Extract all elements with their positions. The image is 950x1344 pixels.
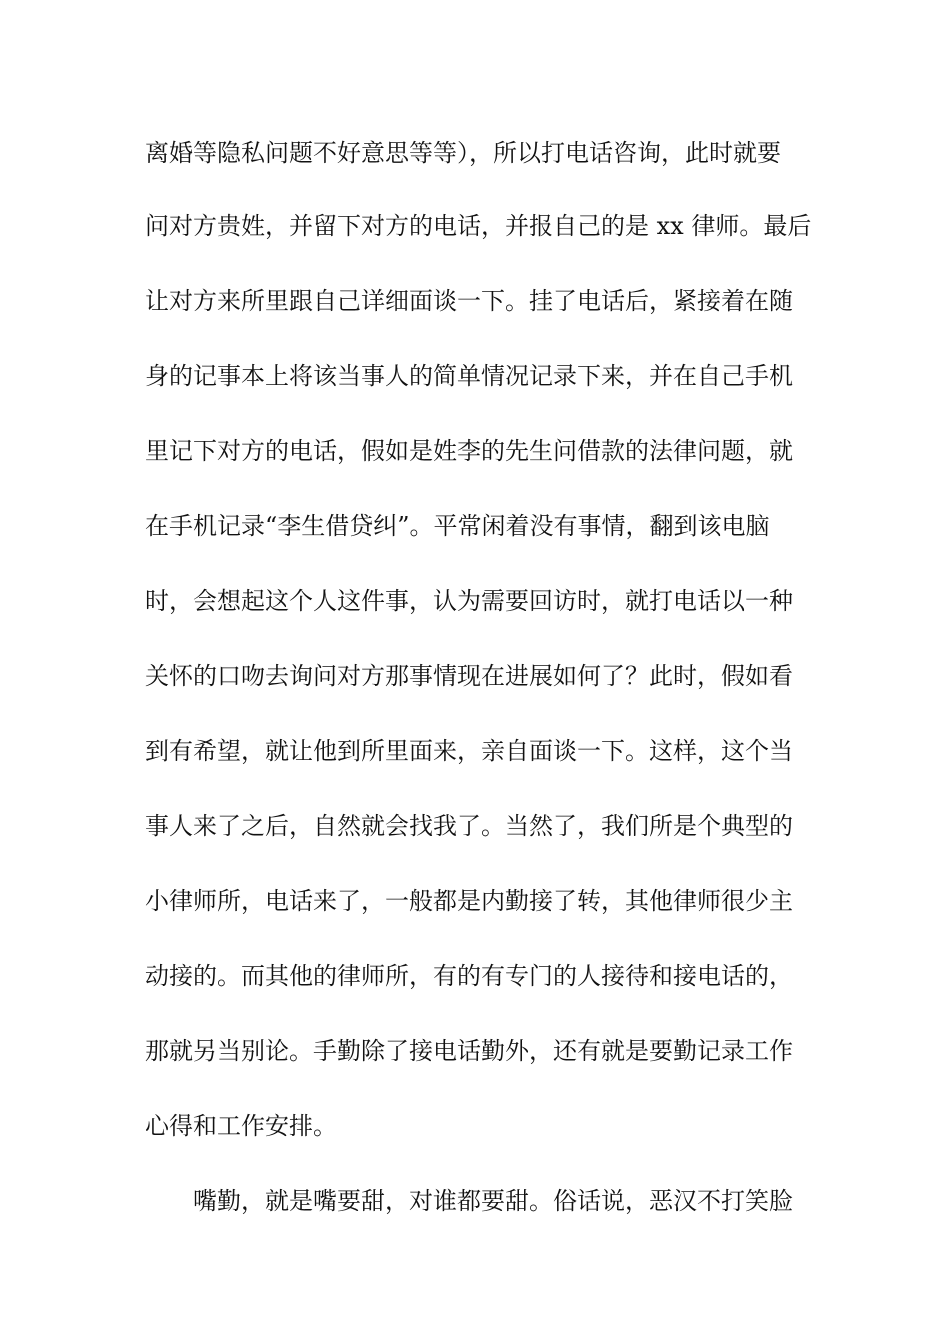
text-line-11: 小律师所，电话来了，一般都是内勤接了转，其他律师很少主: [145, 887, 793, 915]
text-line-7: 时，会想起这个人这件事，认为需要回访时，就打电话以一种: [145, 587, 793, 615]
text-line-3: 让对方来所里跟自己详细面谈一下。挂了电话后，紧接着在随: [145, 287, 793, 315]
text-line-12: 动接的。而其他的律师所，有的有专门的人接待和接电话的，: [145, 962, 793, 990]
text-line-9: 到有希望，就让他到所里面来，亲自面谈一下。这样，这个当: [145, 737, 793, 765]
text-line-10: 事人来了之后，自然就会找我了。当然了，我们所是个典型的: [145, 812, 793, 840]
text-line-6: 在手机记录“李生借贷纠”。平常闲着没有事情，翻到该电脑: [145, 512, 770, 540]
text-line-1: 离婚等隐私问题不好意思等等），所以打电话咨询，此时就要: [145, 139, 781, 167]
text-line-8: 关怀的口吻去询问对方那事情现在进展如何了？此时，假如看: [145, 662, 793, 690]
text-line-2: 问对方贵姓，并留下对方的电话，并报自己的是 xx 律师。最后: [145, 212, 812, 240]
text-line-13: 那就另当别论。手勤除了接电话勤外，还有就是要勤记录工作: [145, 1037, 793, 1065]
text-line-14: 心得和工作安排。: [145, 1112, 337, 1140]
text-line-15-indented: 嘴勤，就是嘴要甜，对谁都要甜。俗话说，恶汉不打笑脸: [193, 1187, 793, 1215]
text-line-4: 身的记事本上将该当事人的简单情况记录下来，并在自己手机: [145, 362, 793, 390]
text-line-5: 里记下对方的电话，假如是姓李的先生问借款的法律问题，就: [145, 437, 793, 465]
